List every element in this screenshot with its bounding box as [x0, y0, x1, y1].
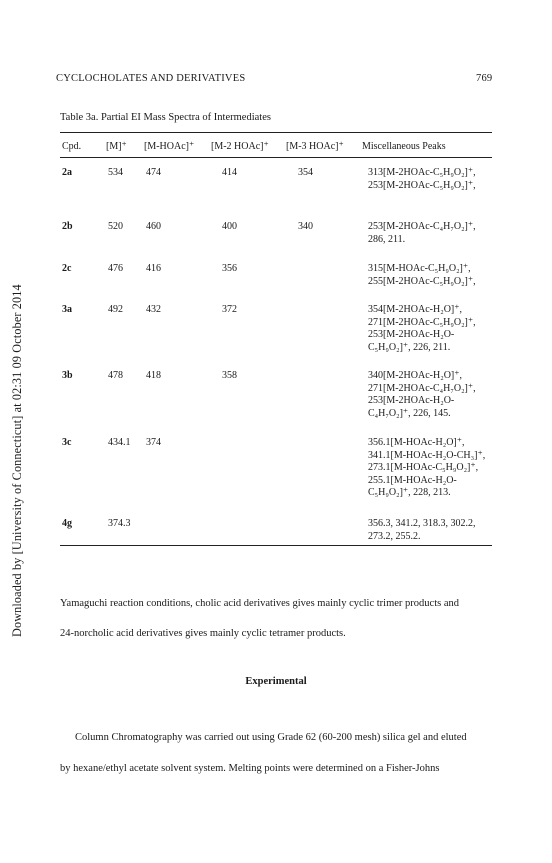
table-bottom-rule [60, 545, 492, 546]
cell-cpd: 3c [62, 437, 72, 448]
cell-m-3hoac: 354 [298, 167, 313, 178]
cell-misc [368, 370, 476, 420]
table-caption: Table 3a. Partial EI Mass Spectra of Intermediates [60, 112, 271, 123]
misc-peak-line: 354[M-2HOAc-H₂O]⁺, [368, 304, 463, 315]
cell-cpd: 2c [62, 263, 72, 274]
body-paragraph-line: 24-norcholic acid derivatives gives mainly cyclic tetramer products. [60, 628, 346, 639]
body-paragraph-line: Yamaguchi reaction conditions, cholic acid derivatives gives mainly cyclic trimer products and [60, 598, 459, 609]
col-header-m: [M]⁺ [106, 141, 127, 152]
cell-m-2hoac: 356 [222, 263, 237, 274]
section-heading: Experimental [245, 676, 307, 687]
cell-cpd: 3b [62, 370, 73, 381]
misc-peak-line: 340[M-2HOAc-H₂O]⁺, [368, 370, 463, 381]
cell-m: 492 [108, 304, 123, 315]
misc-peak-line: 255.1[M-HOAc-H₂O- [368, 474, 457, 486]
misc-peak-line: 356.3, 341.2, 318.3, 302.2, [368, 518, 476, 529]
cell-m: 374.3 [108, 518, 131, 529]
cell-m: 434.1 [108, 437, 131, 448]
cell-cpd: 2a [62, 167, 72, 178]
misc-peak-line: 286, 211. [368, 233, 406, 245]
cell-m: 520 [108, 221, 123, 232]
download-notice: Downloaded by [University of Connecticut] at 02:31 09 October 2014 [10, 284, 24, 637]
cell-m-hoac: 432 [146, 304, 161, 315]
cell-m-hoac: 460 [146, 221, 161, 232]
cell-m-3hoac: 340 [298, 221, 313, 232]
cell-m-2hoac: 414 [222, 167, 237, 178]
page-number: 769 [476, 73, 493, 84]
misc-peak-line: 255[M-2HOAc-C₅H₉O₂]⁺, [368, 275, 476, 287]
misc-peak-line: 253[M-2HOAc-H₂O- [368, 395, 455, 406]
col-header-m-hoac: [M-HOAc]⁺ [144, 141, 195, 152]
body-paragraph-line: Column Chromatography was carried out using Grade 62 (60-200 mesh) silica gel and eluted [75, 732, 467, 743]
cell-cpd: 3a [62, 304, 72, 315]
cell-m: 476 [108, 263, 123, 274]
cell-m-hoac: 418 [146, 370, 161, 381]
misc-peak-line: 253[M-2HOAc-C₅H₉O₂]⁺, [368, 179, 476, 191]
running-header-title: CYCLOCHOLATES AND DERIVATIVES [56, 73, 246, 84]
cell-m: 534 [108, 167, 123, 178]
misc-peak-line: 356.1[M-HOAc-H₂O]⁺, [368, 437, 465, 448]
table-header-rule [60, 157, 492, 158]
cell-m-2hoac: 372 [222, 304, 237, 315]
cell-m: 478 [108, 370, 123, 381]
cell-m-2hoac: 400 [222, 221, 237, 232]
cell-misc [368, 304, 476, 354]
misc-peak-line: 253[M-2HOAc-C₄H₇O₂]⁺, [368, 221, 476, 232]
misc-peak-line: C₄H₇O₂]⁺, 226, 145. [368, 407, 451, 419]
cell-misc [368, 518, 476, 543]
table-top-rule [60, 132, 492, 133]
cell-misc [368, 167, 476, 192]
cell-m-2hoac: 358 [222, 370, 237, 381]
cell-misc [368, 437, 485, 500]
misc-peak-line: 271[M-2HOAc-C₅H₉O₂]⁺, [368, 316, 476, 328]
misc-peak-line: 253[M-2HOAc-H₂O- [368, 329, 455, 340]
misc-peak-line: 341.1[M-HOAc-H₂O-CH₃]⁺, [368, 449, 486, 461]
col-header-cpd: Cpd. [62, 141, 82, 152]
misc-peak-line: 315[M-HOAc-C₅H₉O₂]⁺, [368, 263, 471, 274]
cell-cpd: 2b [62, 221, 73, 232]
misc-peak-line: 273.1[M-HOAc-C₅H₉O₂]⁺, [368, 462, 479, 473]
misc-peak-line: C₅H₉O₂]⁺, 228, 213. [368, 487, 451, 498]
cell-misc [368, 221, 476, 246]
misc-peak-line: 313[M-2HOAc-C₅H₉O₂]⁺, [368, 167, 476, 178]
body-paragraph-line: by hexane/ethyl acetate solvent system. Melting points were determined on a Fisher-Johns [60, 763, 440, 774]
cell-m-hoac: 474 [146, 167, 161, 178]
cell-misc [368, 263, 476, 288]
misc-peak-line: C₅H₉O₂]⁺, 226, 211. [368, 341, 451, 353]
misc-peak-line: 273.2, 255.2. [368, 530, 421, 542]
cell-cpd: 4g [62, 518, 72, 529]
misc-peak-line: 271[M-2HOAc-C₄H₇O₂]⁺, [368, 382, 476, 394]
col-header-m-3hoac: [M-3 HOAc]⁺ [286, 141, 344, 152]
col-header-misc: Miscellaneous Peaks [362, 141, 446, 152]
cell-m-hoac: 374 [146, 437, 161, 448]
col-header-m-2hoac: [M-2 HOAc]⁺ [211, 141, 269, 152]
cell-m-hoac: 416 [146, 263, 161, 274]
